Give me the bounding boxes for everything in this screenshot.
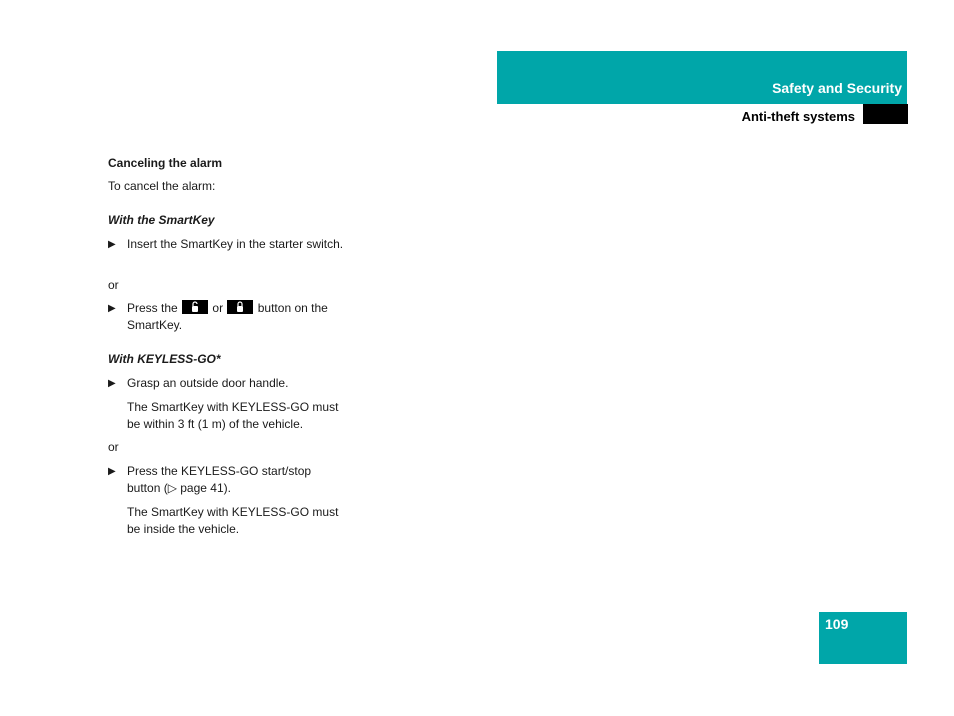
lock-icon	[227, 300, 253, 314]
or-text: or	[212, 301, 224, 315]
list-item-text: Insert the SmartKey in the starter switch.	[127, 237, 344, 251]
note-text: The SmartKey with KEYLESS-GO must be inside the vehicle.	[127, 505, 339, 536]
bullet-arrow-icon: ▶	[108, 303, 116, 314]
list-item-text	[127, 300, 347, 334]
press-text: Press the	[127, 301, 178, 315]
bullet-arrow-icon: ▶	[108, 466, 116, 477]
note-text: The SmartKey with KEYLESS-GO must be within 3 ft (1 m) of the vehicle.	[127, 400, 339, 431]
unlock-icon	[182, 300, 208, 314]
bullet-arrow-icon: ▶	[108, 378, 116, 389]
smartkey-heading: With the SmartKey	[108, 213, 215, 227]
bullet-arrow-icon: ▶	[108, 239, 116, 250]
header-band	[497, 51, 907, 104]
page-number-box	[819, 612, 907, 664]
or-separator: or	[108, 278, 119, 292]
keyless-heading: With KEYLESS-GO*	[108, 352, 221, 366]
intro-text: To cancel the alarm:	[108, 179, 216, 193]
section-heading: Canceling the alarm	[108, 156, 223, 170]
list-item-text: Grasp an outside door handle.	[127, 376, 289, 390]
section-tab-marker	[863, 104, 908, 124]
subsection-title: Anti-theft systems	[741, 109, 855, 124]
section-title: Safety and Security	[772, 80, 902, 96]
or-separator: or	[108, 440, 119, 454]
list-item-text: Press the KEYLESS-GO start/stop button (▷ page 41).	[127, 464, 312, 495]
page-number: 109	[825, 616, 849, 632]
button-text: button on the SmartKey.	[127, 301, 328, 332]
